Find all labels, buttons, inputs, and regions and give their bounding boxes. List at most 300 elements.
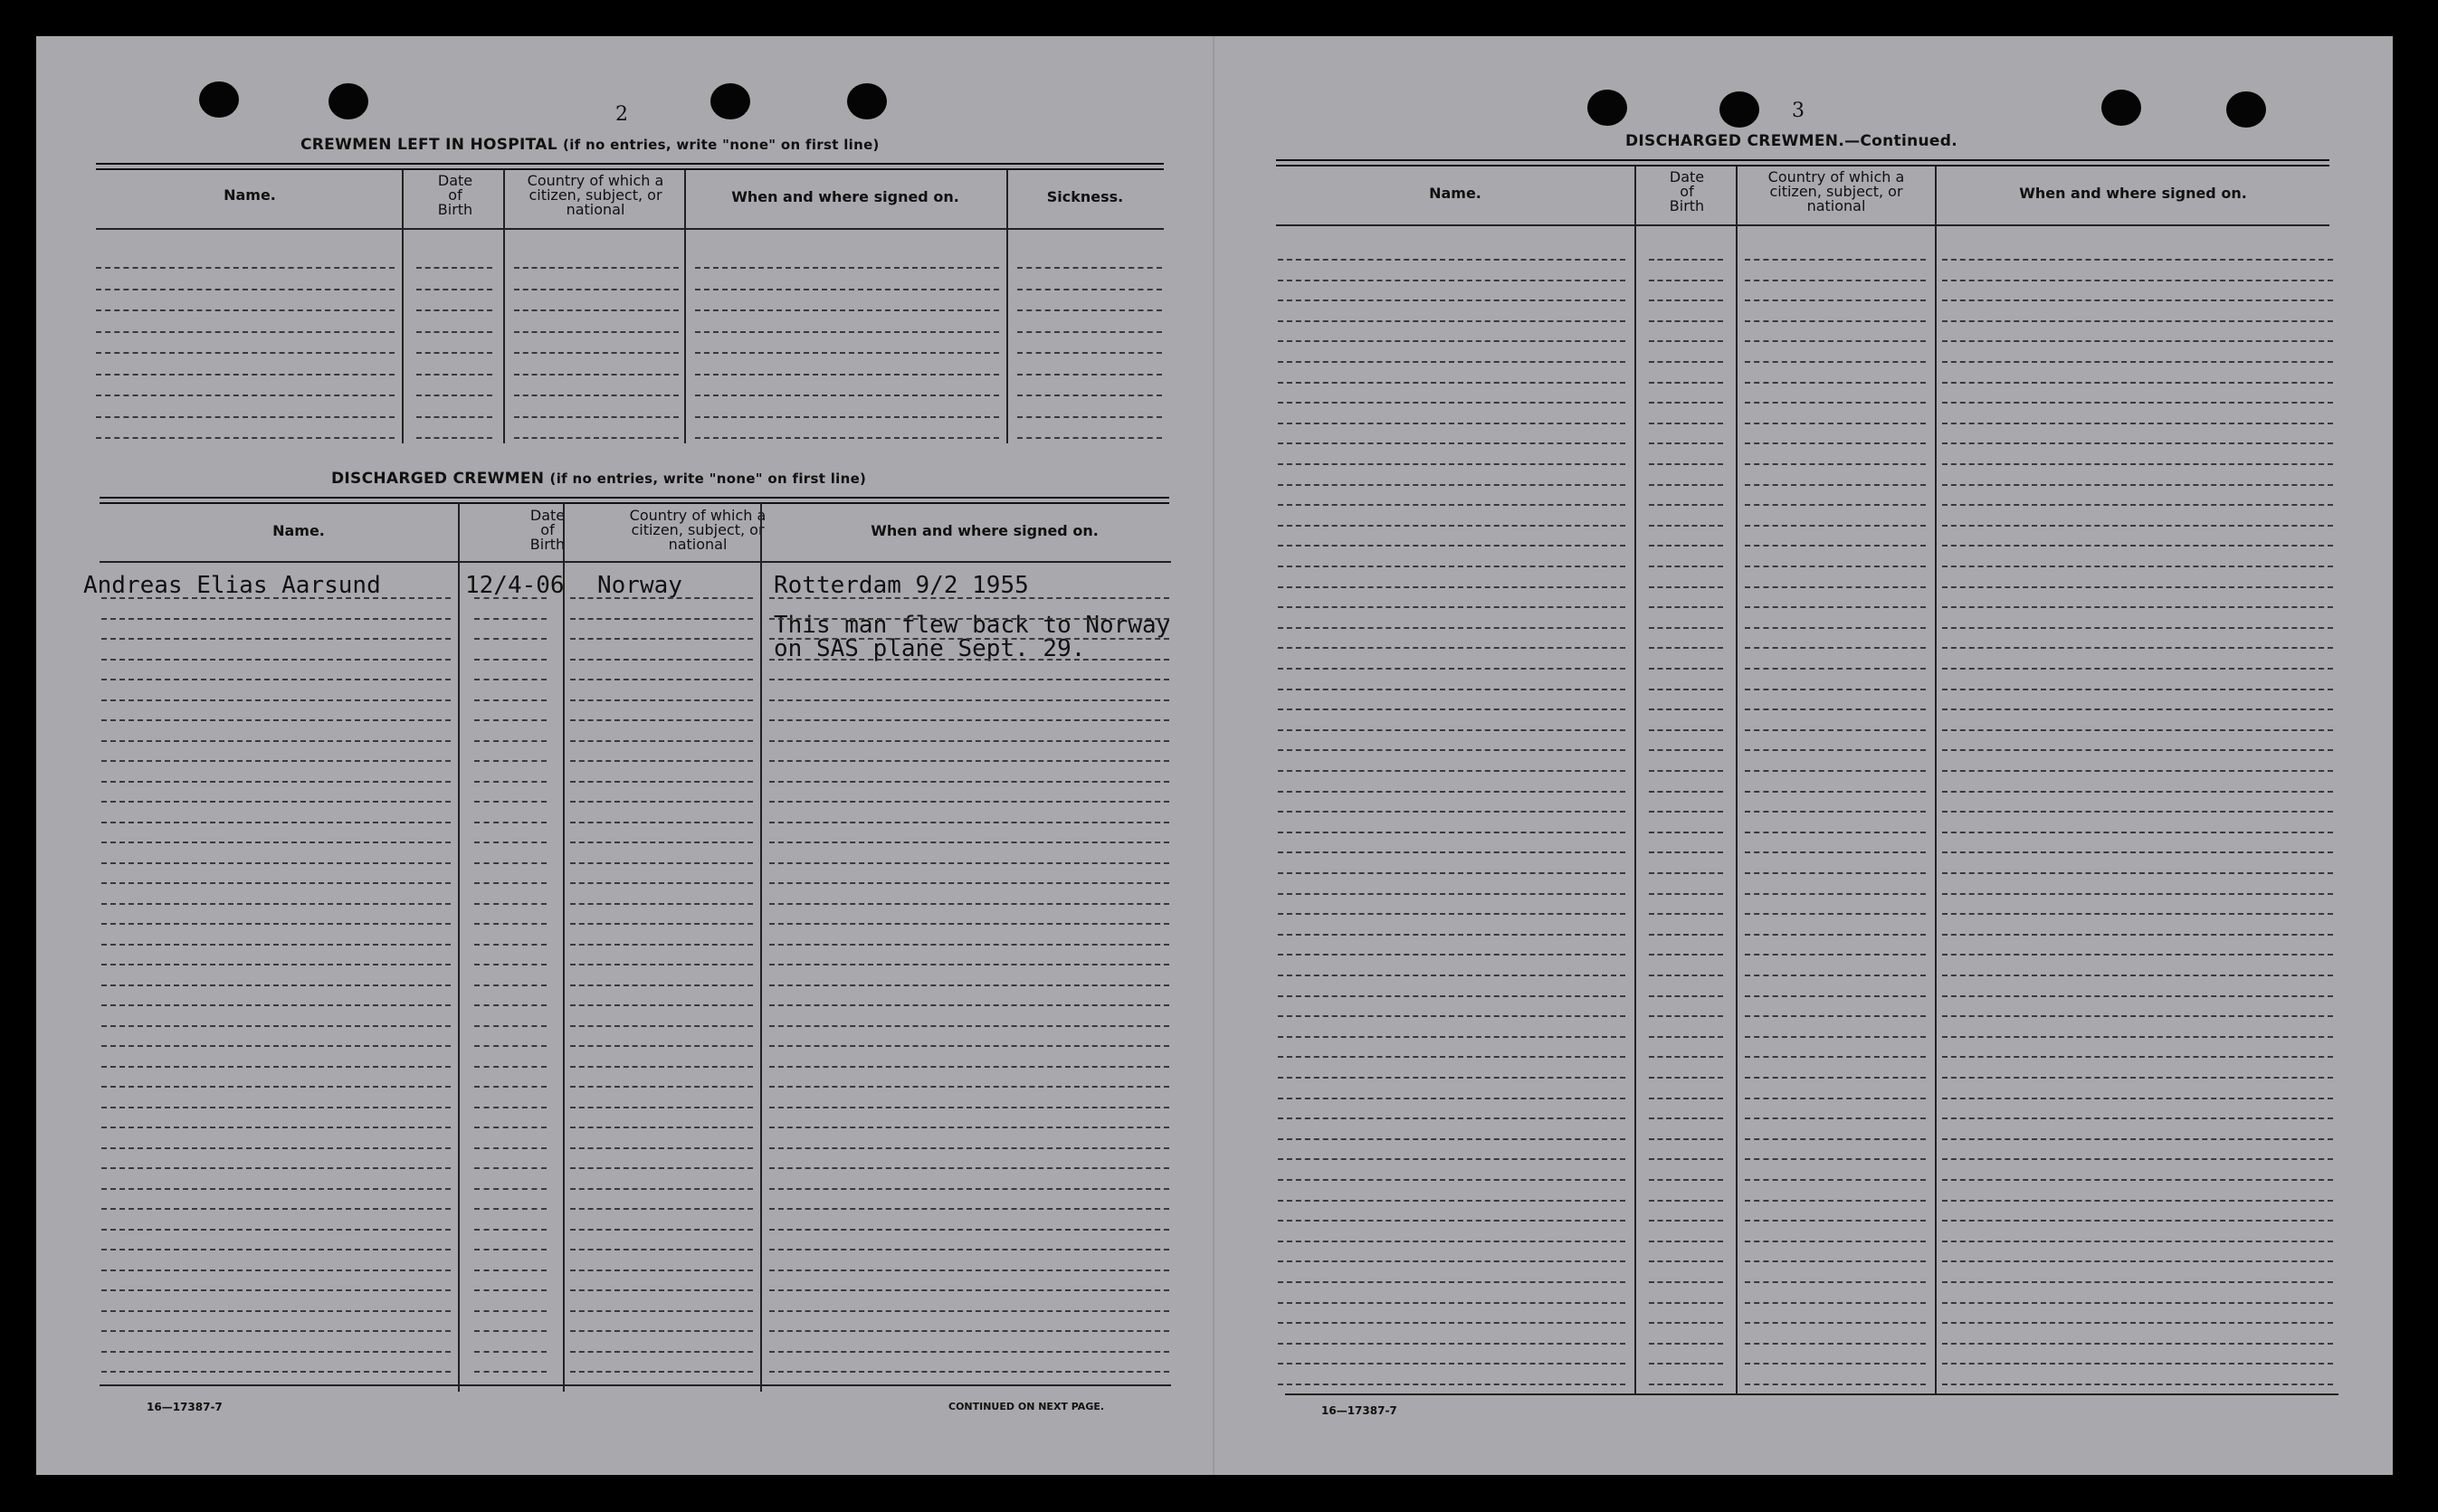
entry-name: Andreas Elias Aarsund bbox=[83, 572, 381, 599]
ruled-line bbox=[1278, 1384, 1625, 1385]
discharged-note: (if no entries, write "none" on first line) bbox=[549, 471, 867, 487]
ruled-line bbox=[1649, 484, 1723, 486]
ruled-line bbox=[1745, 382, 1926, 384]
ruled-line bbox=[1649, 689, 1723, 690]
ruled-line bbox=[1745, 300, 1926, 301]
col-header-name: Name. bbox=[224, 186, 276, 204]
col-header-name: Name. bbox=[1429, 185, 1481, 202]
ruled-line bbox=[1745, 566, 1926, 567]
ruled-line bbox=[1745, 320, 1926, 322]
ruled-line bbox=[101, 1208, 451, 1210]
discharged-section-title bbox=[331, 470, 866, 488]
ruled-line bbox=[101, 1188, 451, 1190]
ruled-line bbox=[1745, 504, 1926, 506]
ruled-line bbox=[514, 374, 679, 376]
ruled-line bbox=[474, 1167, 547, 1169]
ruled-line bbox=[769, 597, 1169, 599]
column-divider bbox=[760, 503, 762, 1392]
ruled-line bbox=[1649, 320, 1723, 322]
ruled-line bbox=[474, 822, 547, 823]
ruled-line bbox=[769, 1330, 1169, 1332]
ruled-line bbox=[1649, 851, 1723, 853]
ruled-line bbox=[1942, 463, 2333, 465]
ruled-line bbox=[1278, 689, 1625, 690]
ruled-line bbox=[570, 964, 753, 965]
ruled-line bbox=[1745, 402, 1926, 404]
ruled-line bbox=[1278, 1158, 1625, 1160]
ruled-line bbox=[1278, 708, 1625, 710]
ruled-line bbox=[1745, 484, 1926, 486]
ruled-line bbox=[101, 781, 451, 783]
ruled-line bbox=[1649, 811, 1723, 813]
ruled-line bbox=[1745, 361, 1926, 363]
ruled-line bbox=[1942, 361, 2333, 363]
ruled-line bbox=[101, 1045, 451, 1047]
ruled-line bbox=[1942, 1098, 2333, 1099]
ruled-line bbox=[1745, 647, 1926, 649]
ruled-line bbox=[1942, 442, 2333, 444]
ruled-line bbox=[695, 437, 999, 439]
ruled-line bbox=[769, 1004, 1169, 1006]
ruled-line bbox=[101, 862, 451, 864]
ruled-line bbox=[101, 1107, 451, 1108]
ruled-line bbox=[1649, 1015, 1723, 1017]
country-line: citizen, subject, or bbox=[631, 521, 765, 538]
ruled-line bbox=[1649, 402, 1723, 404]
ruled-line bbox=[1278, 893, 1625, 895]
country-line: citizen, subject, or bbox=[529, 186, 662, 204]
ruled-line bbox=[101, 1351, 451, 1353]
ruled-line bbox=[769, 1167, 1169, 1169]
ruled-line bbox=[1017, 416, 1162, 418]
col-header-country bbox=[507, 174, 684, 217]
ruled-line bbox=[474, 882, 547, 884]
ruled-line bbox=[474, 964, 547, 965]
ruled-line bbox=[1745, 1363, 1926, 1365]
entry-signed: Rotterdam 9/2 1955 bbox=[774, 572, 1029, 599]
ruled-line bbox=[1278, 995, 1625, 997]
ruled-line bbox=[1278, 463, 1625, 465]
ruled-line bbox=[474, 862, 547, 864]
ruled-line bbox=[1649, 566, 1723, 567]
ruled-line bbox=[1278, 1015, 1625, 1017]
ruled-line bbox=[1745, 1343, 1926, 1345]
ruled-line bbox=[769, 1371, 1169, 1373]
ruled-line bbox=[474, 1208, 547, 1210]
ruled-line bbox=[101, 882, 451, 884]
ruled-line bbox=[1278, 402, 1625, 404]
ruled-line bbox=[1745, 791, 1926, 793]
punch-hole bbox=[329, 83, 368, 119]
ruled-line bbox=[1278, 586, 1625, 588]
ruled-line bbox=[101, 1310, 451, 1312]
header-underline bbox=[100, 561, 1171, 563]
ruled-line bbox=[769, 1270, 1169, 1271]
ruled-line bbox=[1745, 1138, 1926, 1140]
ruled-line bbox=[101, 822, 451, 823]
ruled-line bbox=[474, 597, 547, 599]
ruled-line bbox=[96, 267, 395, 269]
hospital-note: (if no entries, write "none" on first line) bbox=[563, 137, 880, 153]
ruled-line bbox=[101, 1270, 451, 1271]
ruled-line bbox=[570, 862, 753, 864]
ruled-line bbox=[1942, 1343, 2333, 1345]
ruled-line bbox=[474, 638, 547, 640]
ruled-line bbox=[101, 638, 451, 640]
ruled-line bbox=[474, 1371, 547, 1373]
dob-line: of bbox=[1680, 183, 1694, 200]
ruled-line bbox=[1942, 893, 2333, 895]
ruled-line bbox=[96, 395, 395, 396]
ruled-line bbox=[1278, 566, 1625, 567]
punch-hole bbox=[199, 81, 239, 118]
ruled-line bbox=[1745, 1015, 1926, 1017]
ruled-line bbox=[474, 984, 547, 986]
ruled-line bbox=[1278, 1322, 1625, 1324]
ruled-line bbox=[1745, 913, 1926, 915]
ruled-line bbox=[96, 374, 395, 376]
ruled-line bbox=[1745, 1117, 1926, 1119]
discharged-title: DISCHARGED CREWMEN bbox=[331, 470, 545, 488]
ruled-line bbox=[1649, 423, 1723, 424]
ruled-line bbox=[1649, 545, 1723, 547]
ruled-line bbox=[96, 289, 395, 290]
ruled-line bbox=[769, 1086, 1169, 1088]
ruled-line bbox=[1942, 504, 2333, 506]
ruled-line bbox=[1649, 995, 1723, 997]
ruled-line bbox=[1278, 668, 1625, 670]
ruled-line bbox=[570, 984, 753, 986]
ruled-line bbox=[1942, 729, 2333, 731]
ruled-line bbox=[1017, 289, 1162, 290]
ruled-line bbox=[769, 801, 1169, 803]
country-line: Country of which a bbox=[527, 172, 664, 189]
ruled-line bbox=[1942, 770, 2333, 772]
header-underline bbox=[96, 228, 1164, 230]
ruled-line bbox=[1649, 749, 1723, 751]
ruled-line bbox=[101, 1004, 451, 1006]
rule bbox=[100, 502, 1169, 504]
ruled-line bbox=[1649, 913, 1723, 915]
ruled-line bbox=[1745, 423, 1926, 424]
ruled-line bbox=[769, 882, 1169, 884]
ruled-line bbox=[1942, 1179, 2333, 1181]
ruled-line bbox=[769, 944, 1169, 946]
ruled-line bbox=[769, 740, 1169, 742]
entry-dob: 12/4-06 bbox=[465, 572, 565, 599]
table-bottom-rule bbox=[1285, 1393, 2338, 1395]
ruled-line bbox=[1745, 259, 1926, 261]
ruled-line bbox=[1017, 437, 1162, 439]
ruled-line bbox=[1017, 309, 1162, 311]
ruled-line bbox=[1278, 340, 1625, 342]
ruled-line bbox=[474, 1066, 547, 1068]
ruled-line bbox=[96, 437, 395, 439]
ruled-line bbox=[1017, 331, 1162, 333]
entry-remark-line: on SAS plane Sept. 29. bbox=[774, 635, 1086, 662]
ruled-line bbox=[570, 1289, 753, 1291]
ruled-line bbox=[570, 1025, 753, 1027]
ruled-line bbox=[1745, 627, 1926, 629]
ruled-line bbox=[101, 964, 451, 965]
ruled-line bbox=[695, 395, 999, 396]
ruled-line bbox=[1745, 280, 1926, 281]
col-header-signed: When and where signed on. bbox=[731, 188, 959, 205]
ruled-line bbox=[769, 781, 1169, 783]
ruled-line bbox=[769, 984, 1169, 986]
ruled-line bbox=[1745, 1077, 1926, 1079]
ruled-line bbox=[1942, 995, 2333, 997]
ruled-line bbox=[1649, 627, 1723, 629]
ruled-line bbox=[1745, 770, 1926, 772]
ruled-line bbox=[1942, 1015, 2333, 1017]
ruled-line bbox=[474, 801, 547, 803]
ruled-line bbox=[570, 1107, 753, 1108]
ruled-line bbox=[1942, 1384, 2333, 1385]
ruled-line bbox=[474, 679, 547, 680]
ruled-line bbox=[1649, 1179, 1723, 1181]
ruled-line bbox=[1745, 463, 1926, 465]
col-header-dob bbox=[498, 509, 597, 552]
ruled-line bbox=[474, 1249, 547, 1250]
ruled-line bbox=[570, 1167, 753, 1169]
ruled-line bbox=[1278, 545, 1625, 547]
ruled-line bbox=[101, 984, 451, 986]
ruled-line bbox=[769, 1208, 1169, 1210]
ruled-line bbox=[474, 618, 547, 620]
ruled-line bbox=[769, 1188, 1169, 1190]
col-header-signed: When and where signed on. bbox=[2019, 185, 2247, 202]
ruled-line bbox=[1942, 1138, 2333, 1140]
ruled-line bbox=[1278, 1302, 1625, 1304]
col-header-dob bbox=[1638, 170, 1736, 214]
column-divider bbox=[503, 170, 505, 443]
country-line: national bbox=[668, 536, 728, 553]
form-code: 16—17387-7 bbox=[1321, 1404, 1397, 1417]
ruled-line bbox=[1942, 811, 2333, 813]
ruled-line bbox=[1942, 689, 2333, 690]
ruled-line bbox=[1745, 1384, 1926, 1385]
ruled-line bbox=[1942, 708, 2333, 710]
ruled-line bbox=[1278, 913, 1625, 915]
ruled-line bbox=[1942, 340, 2333, 342]
ruled-line bbox=[1278, 423, 1625, 424]
ruled-line bbox=[1278, 1036, 1625, 1038]
ruled-line bbox=[1649, 770, 1723, 772]
ruled-line bbox=[1649, 442, 1723, 444]
ruled-line bbox=[474, 1086, 547, 1088]
ruled-line bbox=[101, 659, 451, 661]
ruled-line bbox=[570, 903, 753, 905]
country-line: national bbox=[566, 201, 625, 218]
ruled-line bbox=[1278, 1343, 1625, 1345]
ruled-line bbox=[1649, 975, 1723, 976]
ruled-line bbox=[1278, 280, 1625, 281]
ruled-line bbox=[1942, 1220, 2333, 1222]
ruled-line bbox=[474, 1188, 547, 1190]
ruled-line bbox=[570, 1004, 753, 1006]
ruled-line bbox=[1942, 913, 2333, 915]
ruled-line bbox=[101, 1249, 451, 1250]
ruled-line bbox=[1942, 954, 2333, 956]
ruled-line bbox=[1745, 893, 1926, 895]
column-divider bbox=[1935, 166, 1937, 1395]
ruled-line bbox=[1745, 1056, 1926, 1058]
ruled-line bbox=[416, 309, 492, 311]
ruled-line bbox=[1942, 934, 2333, 936]
ruled-line bbox=[1278, 770, 1625, 772]
ruled-line bbox=[769, 659, 1169, 661]
col-header-country bbox=[601, 509, 795, 552]
punch-hole bbox=[710, 83, 750, 119]
ruled-line bbox=[1942, 975, 2333, 976]
ruled-line bbox=[474, 1289, 547, 1291]
col-header-country bbox=[1739, 170, 1933, 214]
ruled-line bbox=[1745, 668, 1926, 670]
ruled-line bbox=[1278, 1220, 1625, 1222]
ruled-line bbox=[1278, 1098, 1625, 1099]
ruled-line bbox=[1649, 708, 1723, 710]
ruled-line bbox=[1649, 525, 1723, 527]
ruled-line bbox=[1649, 1363, 1723, 1365]
ruled-line bbox=[570, 1249, 753, 1250]
ruled-line bbox=[96, 309, 395, 311]
ruled-line bbox=[769, 1127, 1169, 1128]
ruled-line bbox=[474, 1107, 547, 1108]
ruled-line bbox=[1649, 259, 1723, 261]
ruled-line bbox=[1649, 340, 1723, 342]
ruled-line bbox=[1745, 1241, 1926, 1242]
dob-line: Birth bbox=[437, 201, 473, 218]
entry-remark-line: This man flew back to Norway bbox=[774, 612, 1171, 639]
ruled-line bbox=[769, 760, 1169, 762]
ruled-line bbox=[1649, 1302, 1723, 1304]
ruled-line bbox=[695, 267, 999, 269]
dob-line: Birth bbox=[1669, 197, 1705, 214]
ruled-line bbox=[101, 944, 451, 946]
ruled-line bbox=[1649, 1098, 1723, 1099]
ruled-line bbox=[1649, 1343, 1723, 1345]
ruled-line bbox=[570, 1371, 753, 1373]
ruled-line bbox=[570, 1351, 753, 1353]
ruled-line bbox=[514, 395, 679, 396]
ruled-line bbox=[1649, 791, 1723, 793]
ruled-line bbox=[1942, 1281, 2333, 1283]
ruled-line bbox=[474, 1310, 547, 1312]
country-line: citizen, subject, or bbox=[1769, 183, 1903, 200]
ruled-line bbox=[570, 944, 753, 946]
ruled-line bbox=[514, 289, 679, 290]
ruled-line bbox=[1278, 1117, 1625, 1119]
ruled-line bbox=[769, 1025, 1169, 1027]
ruled-line bbox=[474, 1270, 547, 1271]
ruled-line bbox=[570, 760, 753, 762]
ruled-line bbox=[1942, 791, 2333, 793]
entry-country: Norway bbox=[597, 572, 682, 599]
punch-hole bbox=[2101, 90, 2141, 126]
country-line: Country of which a bbox=[1767, 168, 1905, 185]
ruled-line bbox=[1745, 1220, 1926, 1222]
ruled-line bbox=[474, 1351, 547, 1353]
ruled-line bbox=[570, 1086, 753, 1088]
ruled-line bbox=[474, 1004, 547, 1006]
punch-hole bbox=[2226, 91, 2266, 128]
ruled-line bbox=[101, 740, 451, 742]
ruled-line bbox=[1017, 374, 1162, 376]
ruled-line bbox=[570, 699, 753, 701]
ruled-line bbox=[1942, 280, 2333, 281]
ruled-line bbox=[1278, 627, 1625, 629]
ruled-line bbox=[769, 1351, 1169, 1353]
ruled-line bbox=[101, 801, 451, 803]
column-divider bbox=[1006, 170, 1008, 443]
ruled-line bbox=[1278, 749, 1625, 751]
ruled-line bbox=[1649, 300, 1723, 301]
ruled-line bbox=[769, 618, 1169, 620]
ruled-line bbox=[1745, 545, 1926, 547]
col-header-dob bbox=[405, 174, 505, 217]
ruled-line bbox=[570, 781, 753, 783]
ruled-line bbox=[1745, 1158, 1926, 1160]
ruled-line bbox=[1942, 525, 2333, 527]
ruled-line bbox=[474, 659, 547, 661]
ruled-line bbox=[1278, 320, 1625, 322]
dob-line: Date bbox=[437, 172, 473, 189]
ruled-line bbox=[769, 1045, 1169, 1047]
ruled-line bbox=[1745, 525, 1926, 527]
ruled-line bbox=[1649, 1036, 1723, 1038]
ruled-line bbox=[1278, 1138, 1625, 1140]
ruled-line bbox=[1942, 300, 2333, 301]
ruled-line bbox=[1942, 668, 2333, 670]
ruled-line bbox=[1745, 1302, 1926, 1304]
ruled-line bbox=[101, 923, 451, 925]
ruled-line bbox=[1649, 934, 1723, 936]
ruled-line bbox=[101, 842, 451, 843]
ruled-line bbox=[769, 862, 1169, 864]
ruled-line bbox=[1278, 811, 1625, 813]
ruled-line bbox=[1942, 259, 2333, 261]
ruled-line bbox=[1745, 934, 1926, 936]
ruled-line bbox=[474, 699, 547, 701]
rule bbox=[100, 497, 1169, 499]
ruled-line bbox=[1745, 689, 1926, 690]
ruled-line bbox=[570, 1330, 753, 1332]
ruled-line bbox=[1278, 1241, 1625, 1242]
ruled-line bbox=[1649, 1200, 1723, 1202]
ruled-line bbox=[570, 1270, 753, 1271]
ruled-line bbox=[1649, 1281, 1723, 1283]
ruled-line bbox=[1942, 1117, 2333, 1119]
ruled-line bbox=[96, 352, 395, 354]
ruled-line bbox=[1278, 832, 1625, 833]
ruled-line bbox=[769, 903, 1169, 905]
punch-hole bbox=[1719, 91, 1759, 128]
ruled-line bbox=[1745, 1322, 1926, 1324]
ruled-line bbox=[1942, 749, 2333, 751]
ruled-line bbox=[570, 801, 753, 803]
ruled-line bbox=[1745, 1200, 1926, 1202]
ruled-line bbox=[1942, 402, 2333, 404]
ruled-line bbox=[769, 1229, 1169, 1231]
dob-line: of bbox=[540, 521, 555, 538]
ruled-line bbox=[695, 289, 999, 290]
ruled-line bbox=[1649, 586, 1723, 588]
ruled-line bbox=[1649, 382, 1723, 384]
hospital-section-title bbox=[300, 136, 880, 154]
ruled-line bbox=[101, 1127, 451, 1128]
column-divider bbox=[563, 503, 565, 1392]
